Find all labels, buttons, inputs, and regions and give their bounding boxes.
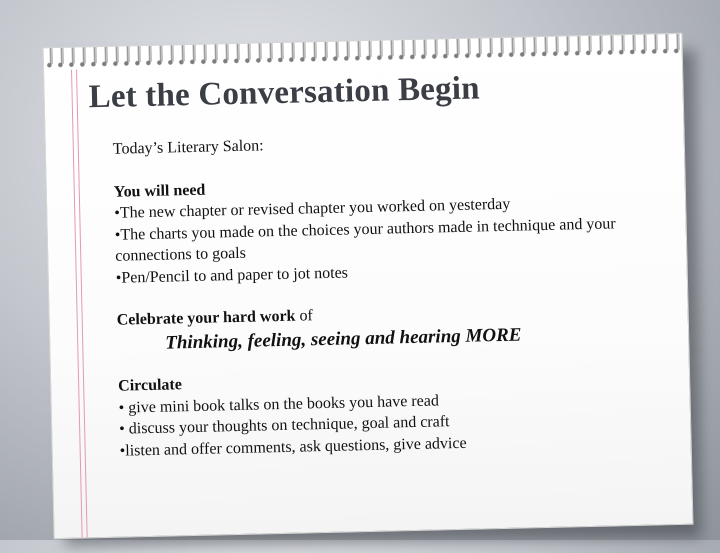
thinking-line: Thinking, feeling, seeing and hearing MORE — [164, 324, 522, 354]
need-item: •The charts you made on the choices your authors made in technique and your connections to goals — [114, 214, 616, 265]
need-heading: You will need — [113, 181, 206, 201]
slide-body — [113, 126, 680, 462]
circulate-heading: Circulate — [118, 376, 183, 395]
notebook-page — [43, 33, 694, 539]
need-item: •Pen/Pencil to and paper to jot notes — [115, 263, 349, 287]
circulate-item: • give mini book talks on the books you have read — [118, 391, 440, 417]
circulate-item: •listen and offer comments, ask questions, give advice — [119, 434, 467, 460]
circulate-item: • discuss your thoughts on technique, goal and craft — [118, 413, 450, 438]
celebrate-rest: of — [295, 307, 313, 325]
paper-sheet — [43, 33, 694, 539]
need-item: •The new chapter or revised chapter you worked on yesterday — [114, 195, 511, 222]
celebrate-bold: Celebrate your hard work — [116, 307, 296, 329]
intro-text: Today’s Literary Salon: — [112, 137, 264, 158]
margin-line — [71, 70, 88, 538]
slide-title: Let the Conversation Begin — [88, 70, 481, 116]
